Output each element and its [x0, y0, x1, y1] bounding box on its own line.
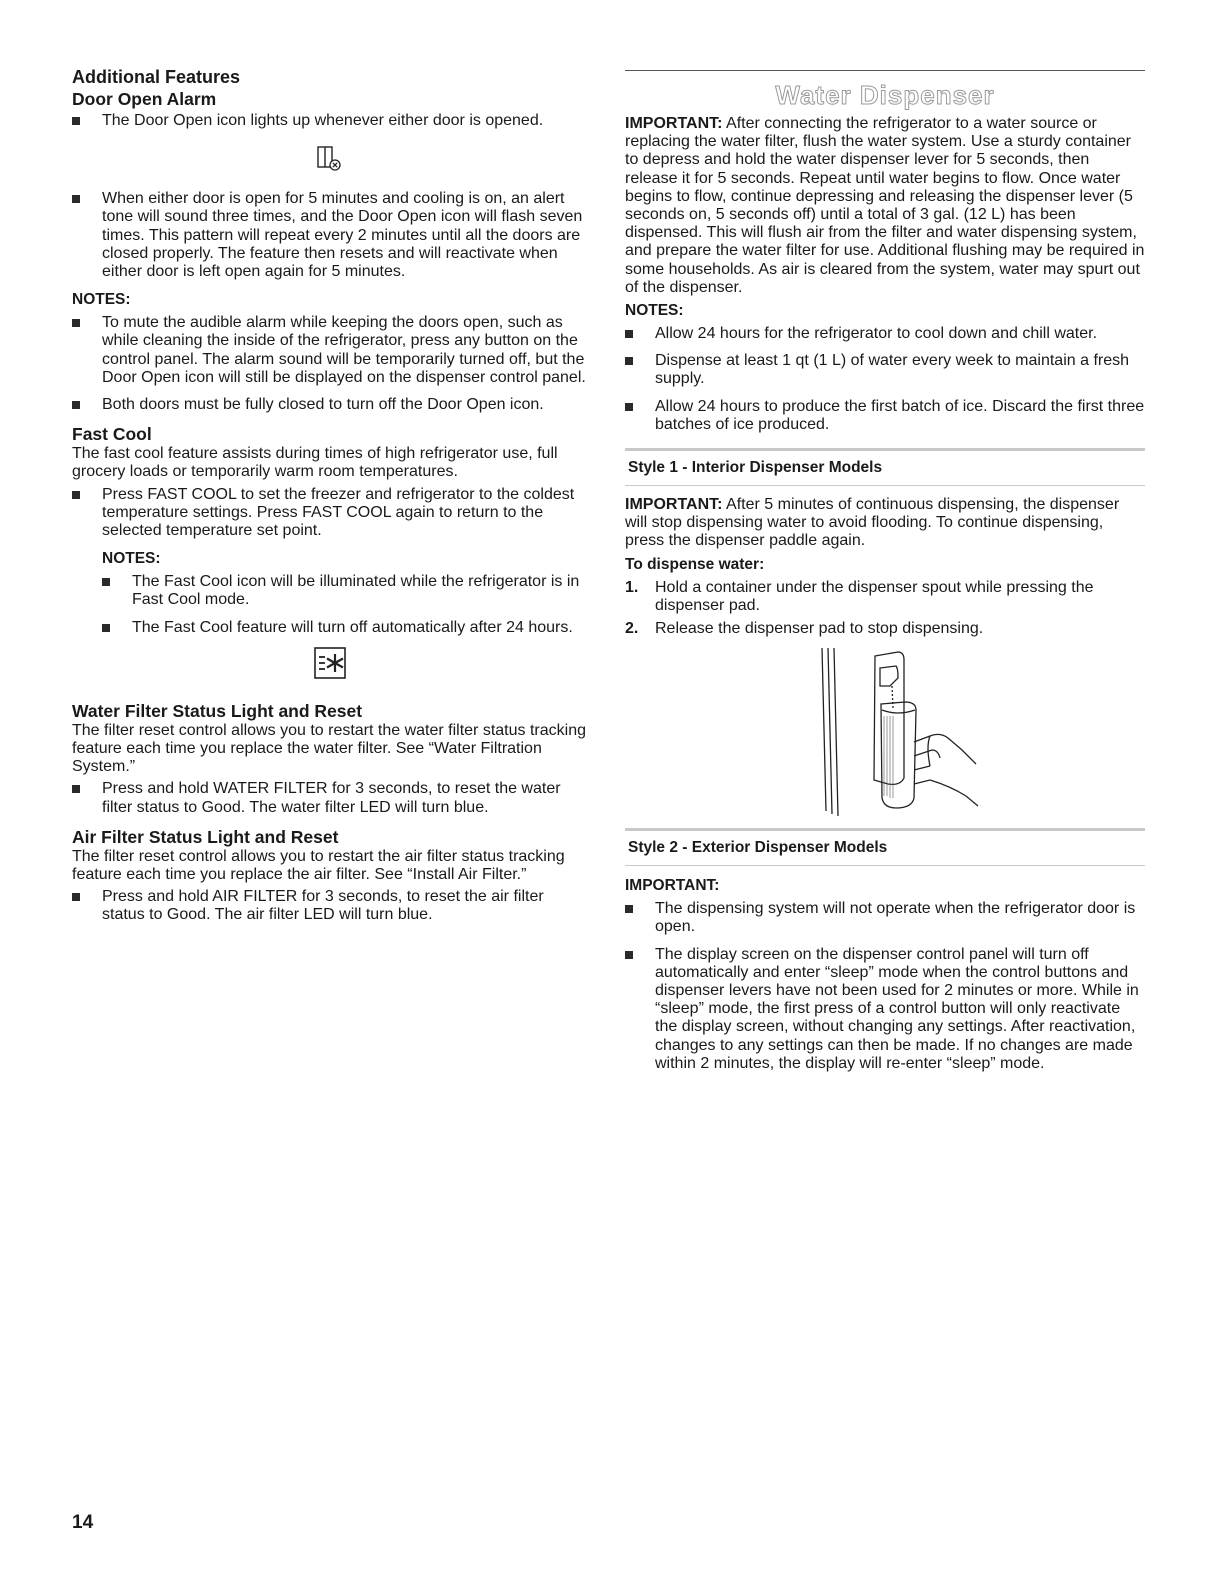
heading-air-filter-status: Air Filter Status Light and Reset [72, 826, 339, 847]
water-dispenser-notes [625, 325, 1145, 434]
water-filter-intro: The filter reset control allows you to restart the water filter status tracking feature each time you replace the water filter. See “Water Filtration System.” [72, 721, 586, 776]
list-item: Both doors must be fully closed to turn off the Door Open icon. [72, 396, 588, 414]
bullet-icon [625, 403, 633, 411]
style2-label: Style 2 - Exterior Dispenser Models [628, 839, 888, 857]
list-item: Press FAST COOL to set the freezer and refrigerator to the coldest temperature settings. Press FAST COOL again to return to the selected temperature set point. [72, 486, 588, 541]
important-label: IMPORTANT: [625, 877, 720, 895]
heading-fast-cool: Fast Cool [72, 424, 152, 445]
right-column [625, 70, 1145, 1082]
bullet-icon [72, 491, 80, 499]
important-label: IMPORTANT: [625, 115, 723, 132]
left-column [72, 66, 588, 934]
notes-label: NOTES: [625, 302, 684, 320]
style2-bar [625, 828, 1145, 866]
style1-important-paragraph [625, 496, 1145, 551]
air-filter-list [72, 888, 588, 924]
important-label: IMPORTANT: [625, 496, 723, 514]
heading-door-open-alarm: Door Open Alarm [72, 89, 217, 109]
air-filter-intro: The filter reset control allows you to restart the air filter status tracking feature each time you replace the air filter. See “Install Air Filter.” [72, 847, 565, 884]
list-item: 2. Release the dispenser pad to stop dispensing. [625, 620, 984, 638]
fast-cool-notes [102, 573, 588, 637]
list-item: Dispense at least 1 qt (1 L) of water every week to maintain a fresh supply. [625, 352, 1145, 388]
list-item: To mute the audible alarm while keeping the doors open, such as while cleaning the inside of the refrigerator, press any button on the control panel. The alarm sound will be temporarily turned off, but the Door Open icon will still be displayed on the dispenser control panel. [72, 314, 588, 387]
notes-label: NOTES: [72, 291, 131, 309]
important-text: After connecting the refrigerator to a water source or replacing the water filter, flush the water system. Use a sturdy container to depress and hold the water dispenser lever for 5 seconds, then release it for 5 seconds. Repeat until water begins to flow. Once water begins to flow, continue depressing and releasing the dispenser lever (5 seconds on, 5 seconds off) until a total of 3 gal. (12 L) has been dispensed. This will flush air from the filter and water dispensing system, and prepare the water filter for use. Additional flushing may be required in some households. As air is cleared from the system, water may spurt out of the dispenser. [625, 115, 1145, 296]
important-text: After 5 minutes of continuous dispensing, the dispenser will stop dispensing water to avoid flooding. To continue dispensing, press the dispenser paddle again. [625, 496, 1120, 550]
door-alarm-list-2 [72, 190, 588, 281]
door-open-icon [316, 146, 344, 172]
list-item: Allow 24 hours to produce the first batch of ice. Discard the first three batches of ice produced. [625, 398, 1145, 434]
bullet-icon [102, 624, 110, 632]
bullet-icon [72, 401, 80, 409]
list-item: The display screen on the dispenser control panel will turn off automatically and enter “sleep” mode when the control buttons and dispenser levers have not been used for 2 minutes or more. While in “sleep” mode, the first press of a control button will only reactivate the display screen, without changing any settings. After reactivation, changes to any settings can then be made. If no changes are made within 2 minutes, the display will re-enter “sleep” mode. [625, 946, 1145, 1073]
list-item: Press and hold WATER FILTER for 3 seconds, to reset the water filter status to Good. The water filter LED will turn blue. [72, 780, 588, 816]
dispense-steps [625, 579, 1145, 639]
door-open-icon-wrap [72, 146, 588, 172]
list-item: Press and hold AIR FILTER for 3 seconds, to reset the air filter status to Good. The air filter LED will turn blue. [72, 888, 588, 924]
bullet-icon [72, 785, 80, 793]
bullet-icon [625, 905, 633, 913]
water-filter-list [72, 780, 588, 816]
bullet-icon [625, 951, 633, 959]
dispenser-illustration-wrap [625, 646, 1145, 818]
heading-water-filter-status: Water Filter Status Light and Reset [72, 700, 363, 721]
dispenser-illustration [780, 646, 990, 818]
list-item: Allow 24 hours for the refrigerator to cool down and chill water. [625, 325, 1145, 343]
door-alarm-list [72, 112, 588, 130]
bullet-icon [72, 319, 80, 327]
bullet-icon [102, 578, 110, 586]
section-title-additional-features: Additional Features [72, 67, 241, 87]
list-item: 1. Hold a container under the dispenser spout while pressing the dispenser pad. [625, 578, 1094, 614]
top-rule-divider [625, 70, 1145, 71]
fast-cool-icon [313, 646, 347, 680]
section-title-water-dispenser: Water Dispenser [775, 80, 995, 110]
list-item: The Fast Cool feature will turn off automatically after 24 hours. [102, 619, 588, 637]
door-alarm-notes [72, 314, 588, 414]
page-number: 14 [72, 1512, 94, 1533]
bullet-icon [72, 893, 80, 901]
list-item: The Fast Cool icon will be illuminated while the refrigerator is in Fast Cool mode. [102, 573, 588, 609]
important-paragraph [625, 115, 1145, 297]
style2-list [625, 900, 1145, 1073]
bullet-icon [625, 357, 633, 365]
steps-heading: To dispense water: [625, 555, 765, 573]
list-item: The Door Open icon lights up whenever either door is opened. [72, 112, 588, 130]
bullet-icon [72, 117, 80, 125]
bullet-icon [625, 330, 633, 338]
bullet-icon [72, 195, 80, 203]
fast-cool-list [72, 486, 588, 541]
list-item: The dispensing system will not operate when the refrigerator door is open. [625, 900, 1145, 936]
fast-cool-icon-wrap [72, 646, 588, 680]
list-item: When either door is open for 5 minutes and cooling is on, an alert tone will sound three times, and the Door Open icon will flash seven times. This pattern will repeat every 2 minutes until all the doors are closed properly. The feature then resets and will reactivate when either door is left open again for 5 minutes. [72, 190, 588, 281]
notes-label: NOTES: [102, 550, 161, 568]
fast-cool-notes-block [72, 549, 588, 637]
style1-label: Style 1 - Interior Dispenser Models [628, 459, 883, 477]
fast-cool-intro: The fast cool feature assists during times of high refrigerator use, full grocery loads or temporarily warm room temperatures. [72, 445, 558, 481]
style1-bar [625, 448, 1145, 486]
